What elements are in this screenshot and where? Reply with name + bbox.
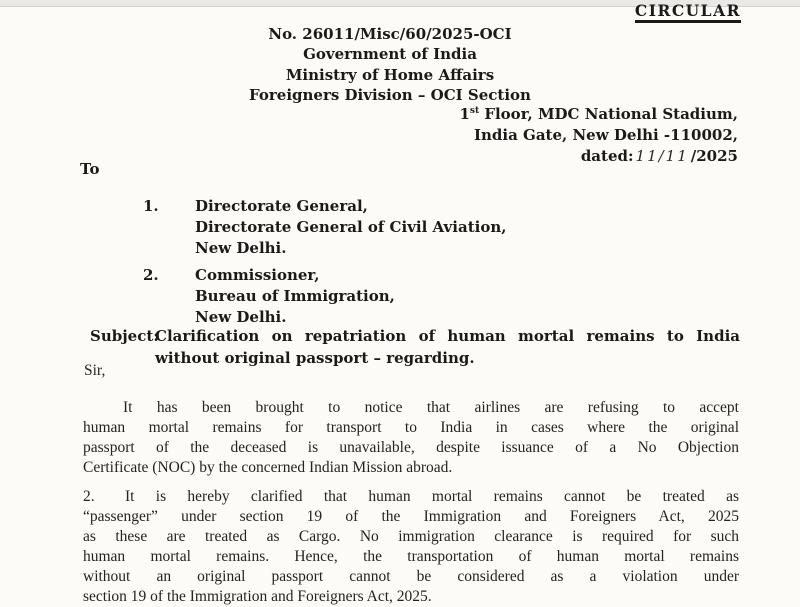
circular-heading: CIRCULAR xyxy=(635,1,741,23)
salutation: Sir, xyxy=(84,362,106,379)
body-line: It has been brought to notice that airlines are refusing to accept xyxy=(123,399,739,416)
subject-block xyxy=(90,325,740,369)
body-line: Certificate (NOC) by the concerned Indian Mission abroad. xyxy=(83,459,453,476)
subject-label: Subject: xyxy=(90,327,159,345)
addressee-number: 2. xyxy=(143,266,159,284)
addressee-item-1 xyxy=(143,196,506,259)
addressee-line: New Delhi. xyxy=(195,239,287,257)
subject-text xyxy=(155,325,740,369)
division-name: Foreigners Division – OCI Section xyxy=(249,85,531,104)
paragraph-number: 2. xyxy=(83,488,95,505)
body-line: passport of the deceased is unavailable, despite issuance of a No Objection xyxy=(83,439,739,456)
address-line-1-rest: Floor, MDC National Stadium, xyxy=(479,105,738,123)
subject-text-line: without original passport – regarding. xyxy=(155,349,475,367)
paragraph-1 xyxy=(83,398,739,478)
paragraph-2 xyxy=(83,487,739,607)
date-label: dated: xyxy=(580,147,634,165)
addressee-lines xyxy=(195,265,395,328)
ministry-name: Ministry of Home Affairs xyxy=(285,65,495,84)
addressee-item-2 xyxy=(143,265,506,328)
addressee-number: 1. xyxy=(143,197,159,215)
org-name: Government of India xyxy=(303,45,477,64)
body-line: without an original passport cannot be considered as a violation under xyxy=(83,568,739,585)
addressee-line: Commissioner, xyxy=(195,266,320,284)
addressee-line: Directorate General of Civil Aviation, xyxy=(195,218,507,236)
addressee-line: Bureau of Immigration, xyxy=(195,287,395,305)
addressee-line: Directorate General, xyxy=(195,197,368,215)
address-line-2: India Gate, New Delhi -110002, xyxy=(473,126,738,144)
letterhead xyxy=(0,24,780,105)
subject-text-line: Clarification on repatriation of human mortal remains to India xyxy=(155,327,740,345)
handwritten-date: 11/11 xyxy=(635,147,689,165)
floor-number: 1 xyxy=(459,105,470,123)
ordinal-suffix: st xyxy=(469,106,480,116)
body-line xyxy=(83,487,739,507)
body-line: section 19 of the Immigration and Foreigners Act, 2025. xyxy=(83,588,432,605)
file-number: No. 26011/Misc/60/2025-OCI xyxy=(268,25,512,43)
body-line-text: It is hereby clarified that human mortal remains cannot be treated as xyxy=(125,488,739,505)
date-year: /2025 xyxy=(690,147,738,165)
to-label: To xyxy=(80,160,100,178)
address-line-1 xyxy=(459,101,738,125)
addressee-lines xyxy=(195,196,506,259)
body-line: “passenger” under section 19 of the Immigration and Foreigners Act, 2025 xyxy=(83,508,739,525)
body-line: human mortal remains for transport to India in cases where the original xyxy=(83,419,739,436)
issuing-office-address xyxy=(459,101,738,167)
addressee-line: New Delhi. xyxy=(195,308,287,326)
addressee-list xyxy=(143,196,506,334)
body-line: as these are treated as Cargo. No immigration clearance is required for such xyxy=(83,528,739,545)
date-line xyxy=(459,146,738,167)
body-line: human mortal remains. Hence, the transportation of human mortal remains xyxy=(83,548,739,565)
